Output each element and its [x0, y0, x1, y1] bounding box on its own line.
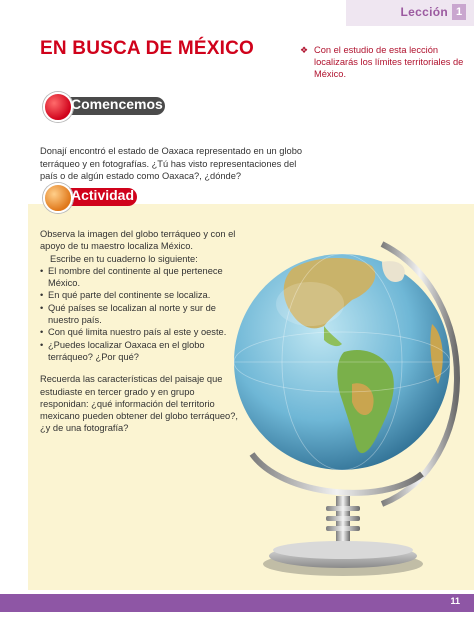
- section-title-activity: Actividad: [71, 187, 135, 203]
- lesson-objective: [300, 44, 465, 80]
- globe-badge-icon: [43, 92, 73, 122]
- activity-instructions: [40, 228, 240, 435]
- activity-paragraph-3: Recuerda las características del paisaje que estudiaste en tercer grado y en grupo responidan: ¿qué información del territorio mexicano pueden obtener del globo terráqueo?, ¿y de una fotografía?: [40, 374, 238, 434]
- footer-bar: [0, 594, 474, 612]
- page-number: 11: [450, 596, 460, 606]
- list-item: • El nombre del continente al que pertenece México.: [40, 265, 240, 290]
- activity-question-list: [40, 265, 240, 363]
- list-item: • En qué parte del continente se localiza.: [40, 289, 240, 301]
- objective-text: Con el estudio de esta lección localizarás los límites territoriales de México.: [314, 45, 464, 79]
- activity-paragraph-2: Escribe en tu cuaderno lo siguiente:: [50, 253, 198, 264]
- list-item: • Con qué limita nuestro país al este y oeste.: [40, 326, 240, 338]
- list-item: • Qué países se localizan al norte y sur de nuestro país.: [40, 302, 240, 327]
- lesson-label: Lección: [400, 5, 448, 19]
- globe-illustration: [232, 234, 464, 584]
- list-item: • ¿Puedes localizar Oaxaca en el globo terráqueo? ¿Por qué?: [40, 339, 240, 364]
- pencil-badge-icon: [43, 183, 73, 213]
- section-title-start: Comencemos: [71, 96, 163, 112]
- diamond-bullet-icon: ❖: [300, 45, 309, 55]
- lesson-tab: [346, 0, 474, 26]
- globe-image: [232, 234, 464, 584]
- page-title: EN BUSCA DE MÉXICO: [40, 38, 255, 59]
- intro-paragraph: Donají encontró el estado de Oaxaca representado en un globo terráqueo y en fotografías. ¿Tú has visto representaciones del país o de algún estado como Oaxaca?, ¿dónde?: [40, 146, 303, 182]
- activity-paragraph-1: Observa la imagen del globo terráqueo y con el apoyo de tu maestro localiza México.: [40, 229, 236, 252]
- lesson-number: 1: [452, 4, 466, 20]
